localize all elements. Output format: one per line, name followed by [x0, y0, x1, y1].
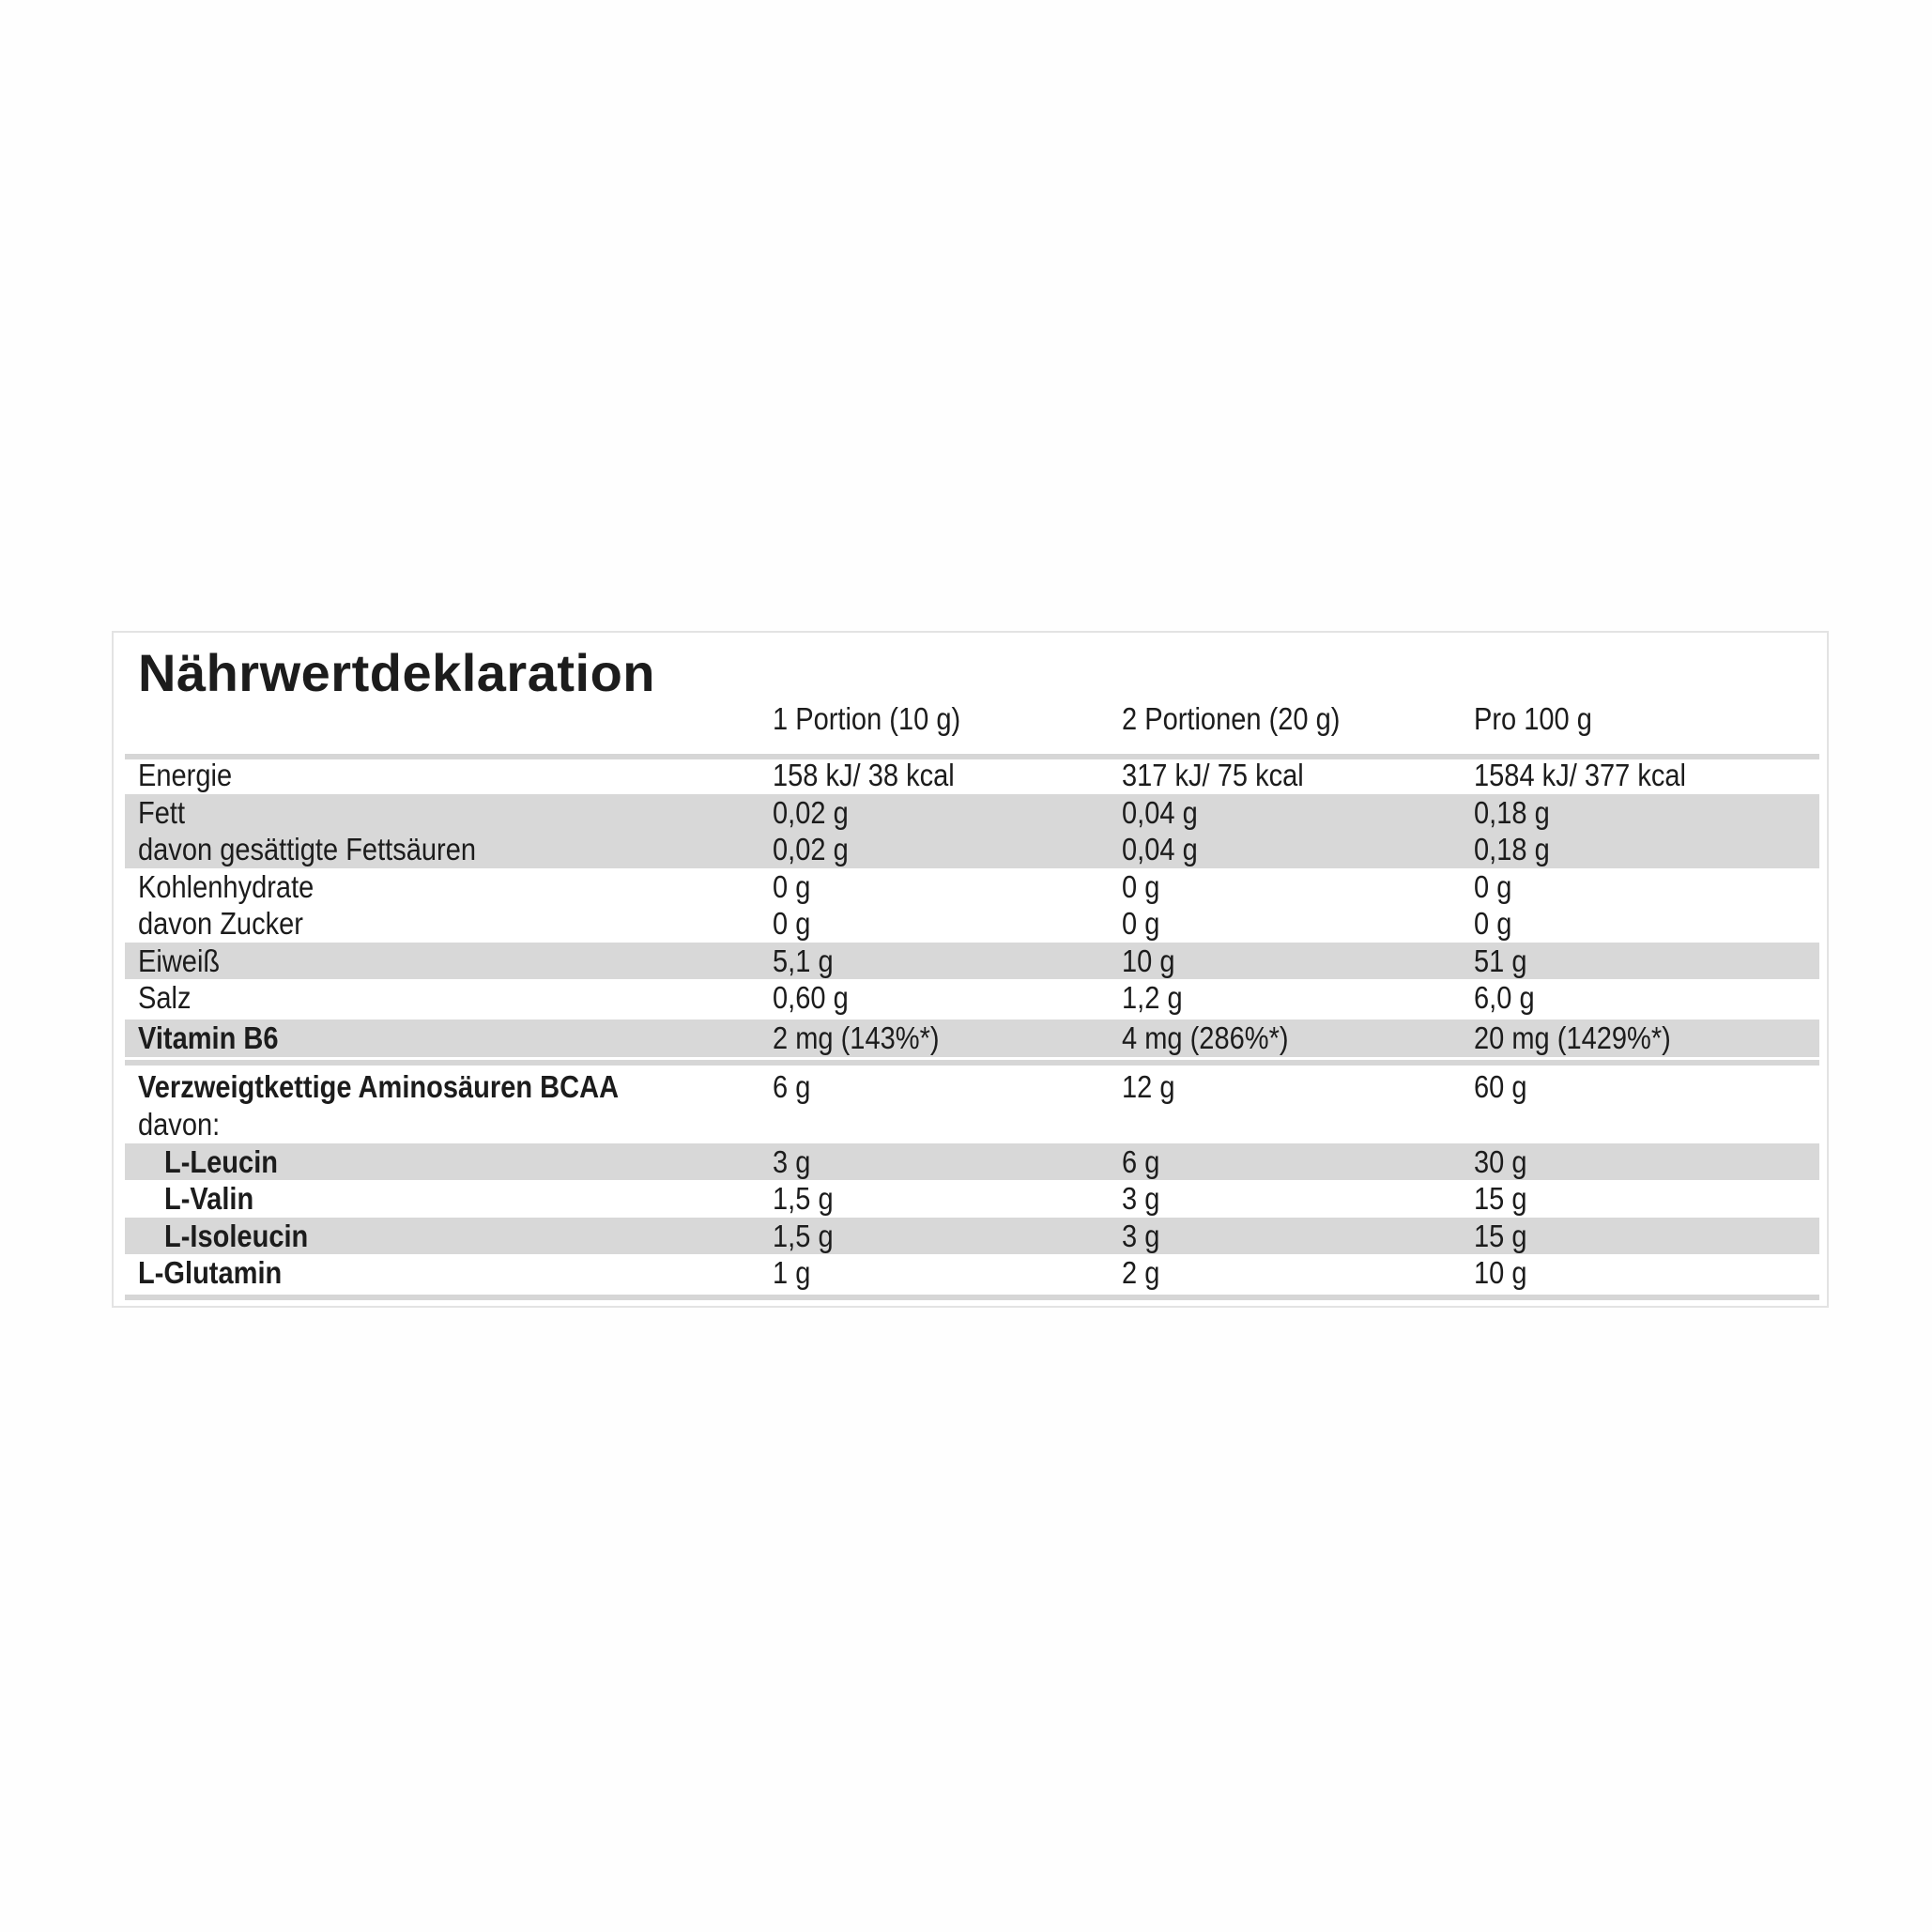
table-row [125, 868, 1819, 906]
row-value-per-100g: 0 g [1474, 868, 1512, 904]
row-label: Salz [138, 980, 192, 1015]
section-divider [125, 1060, 1819, 1066]
row-value-portion: 1,5 g [773, 1218, 834, 1253]
row-label: Verzweigtkettige Aminosäuren BCAA [138, 1069, 620, 1104]
row-value-two-portions: 4 mg (286%*) [1122, 1020, 1289, 1055]
table-row [125, 794, 1819, 832]
row-value-per-100g: 0 g [1474, 906, 1512, 941]
row-label: L-Valin [164, 1181, 254, 1216]
row-label: Kohlenhydrate [138, 868, 314, 904]
row-value-per-100g: 0,18 g [1474, 832, 1550, 866]
row-value-per-100g: 6,0 g [1474, 980, 1535, 1015]
row-value-portion: 2 mg (143%*) [773, 1020, 940, 1055]
table-row [125, 905, 1819, 943]
row-label: Eiweiß [138, 943, 221, 978]
row-value-portion: 1,5 g [773, 1181, 834, 1216]
table-row [125, 1218, 1819, 1255]
column-header-two-portions: 2 Portionen (20 g) [1122, 701, 1341, 736]
row-value-portion: 1 g [773, 1255, 811, 1290]
row-value-two-portions: 0 g [1122, 906, 1160, 941]
column-header-row [125, 700, 1819, 738]
row-value-two-portions: 2 g [1122, 1255, 1160, 1290]
row-value-per-100g: 51 g [1474, 943, 1527, 978]
row-value-two-portions: 1,2 g [1122, 980, 1183, 1015]
table-row [125, 1106, 1819, 1143]
table-row [125, 979, 1819, 1017]
nutrition-table-panel [112, 631, 1829, 1308]
row-label: Energie [138, 758, 233, 792]
table-row [125, 943, 1819, 980]
row-value-portion: 0,60 g [773, 980, 849, 1015]
row-label: L-Leucin [164, 1143, 278, 1179]
row-value-per-100g: 10 g [1474, 1255, 1527, 1290]
row-value-per-100g: 20 mg (1429%*) [1474, 1020, 1671, 1055]
column-header-portion: 1 Portion (10 g) [773, 701, 961, 736]
bottom-divider [125, 1295, 1819, 1300]
row-value-two-portions: 0,04 g [1122, 832, 1198, 866]
row-value-two-portions: 6 g [1122, 1143, 1160, 1179]
row-label: L-Isoleucin [164, 1218, 309, 1253]
row-value-two-portions: 317 kJ/ 75 kcal [1122, 758, 1304, 792]
row-label: davon: [138, 1107, 221, 1142]
table-row [125, 757, 1819, 794]
row-value-two-portions: 3 g [1122, 1218, 1160, 1253]
row-value-per-100g: 60 g [1474, 1069, 1527, 1104]
row-value-two-portions: 12 g [1122, 1069, 1175, 1104]
row-value-portion: 158 kJ/ 38 kcal [773, 758, 955, 792]
row-value-portion: 0,02 g [773, 794, 849, 830]
table-title: Nährwertdeklaration [138, 643, 655, 702]
row-label: davon gesättigte Fettsäuren [138, 832, 477, 866]
row-label: Fett [138, 794, 186, 830]
table-row [125, 1254, 1819, 1292]
row-value-portion: 5,1 g [773, 943, 834, 978]
row-label: Vitamin B6 [138, 1020, 279, 1055]
row-value-per-100g: 0,18 g [1474, 794, 1550, 830]
table-row [125, 1143, 1819, 1181]
row-value-portion: 0 g [773, 906, 811, 941]
row-value-two-portions: 0,04 g [1122, 794, 1198, 830]
row-value-two-portions: 3 g [1122, 1181, 1160, 1216]
row-value-per-100g: 15 g [1474, 1218, 1527, 1253]
row-value-per-100g: 15 g [1474, 1181, 1527, 1216]
row-value-per-100g: 1584 kJ/ 377 kcal [1474, 758, 1687, 792]
row-value-two-portions: 10 g [1122, 943, 1175, 978]
table-row [125, 831, 1819, 868]
row-value-two-portions: 0 g [1122, 868, 1160, 904]
row-value-portion: 6 g [773, 1069, 811, 1104]
row-label: davon Zucker [138, 906, 303, 941]
row-value-portion: 0,02 g [773, 832, 849, 866]
row-value-per-100g: 30 g [1474, 1143, 1527, 1179]
row-label: L-Glutamin [138, 1255, 283, 1290]
column-header-per-100g: Pro 100 g [1474, 701, 1592, 736]
table-row [125, 1180, 1819, 1218]
table-row [125, 1068, 1819, 1106]
row-value-portion: 3 g [773, 1143, 811, 1179]
table-row [125, 1020, 1819, 1057]
row-value-portion: 0 g [773, 868, 811, 904]
